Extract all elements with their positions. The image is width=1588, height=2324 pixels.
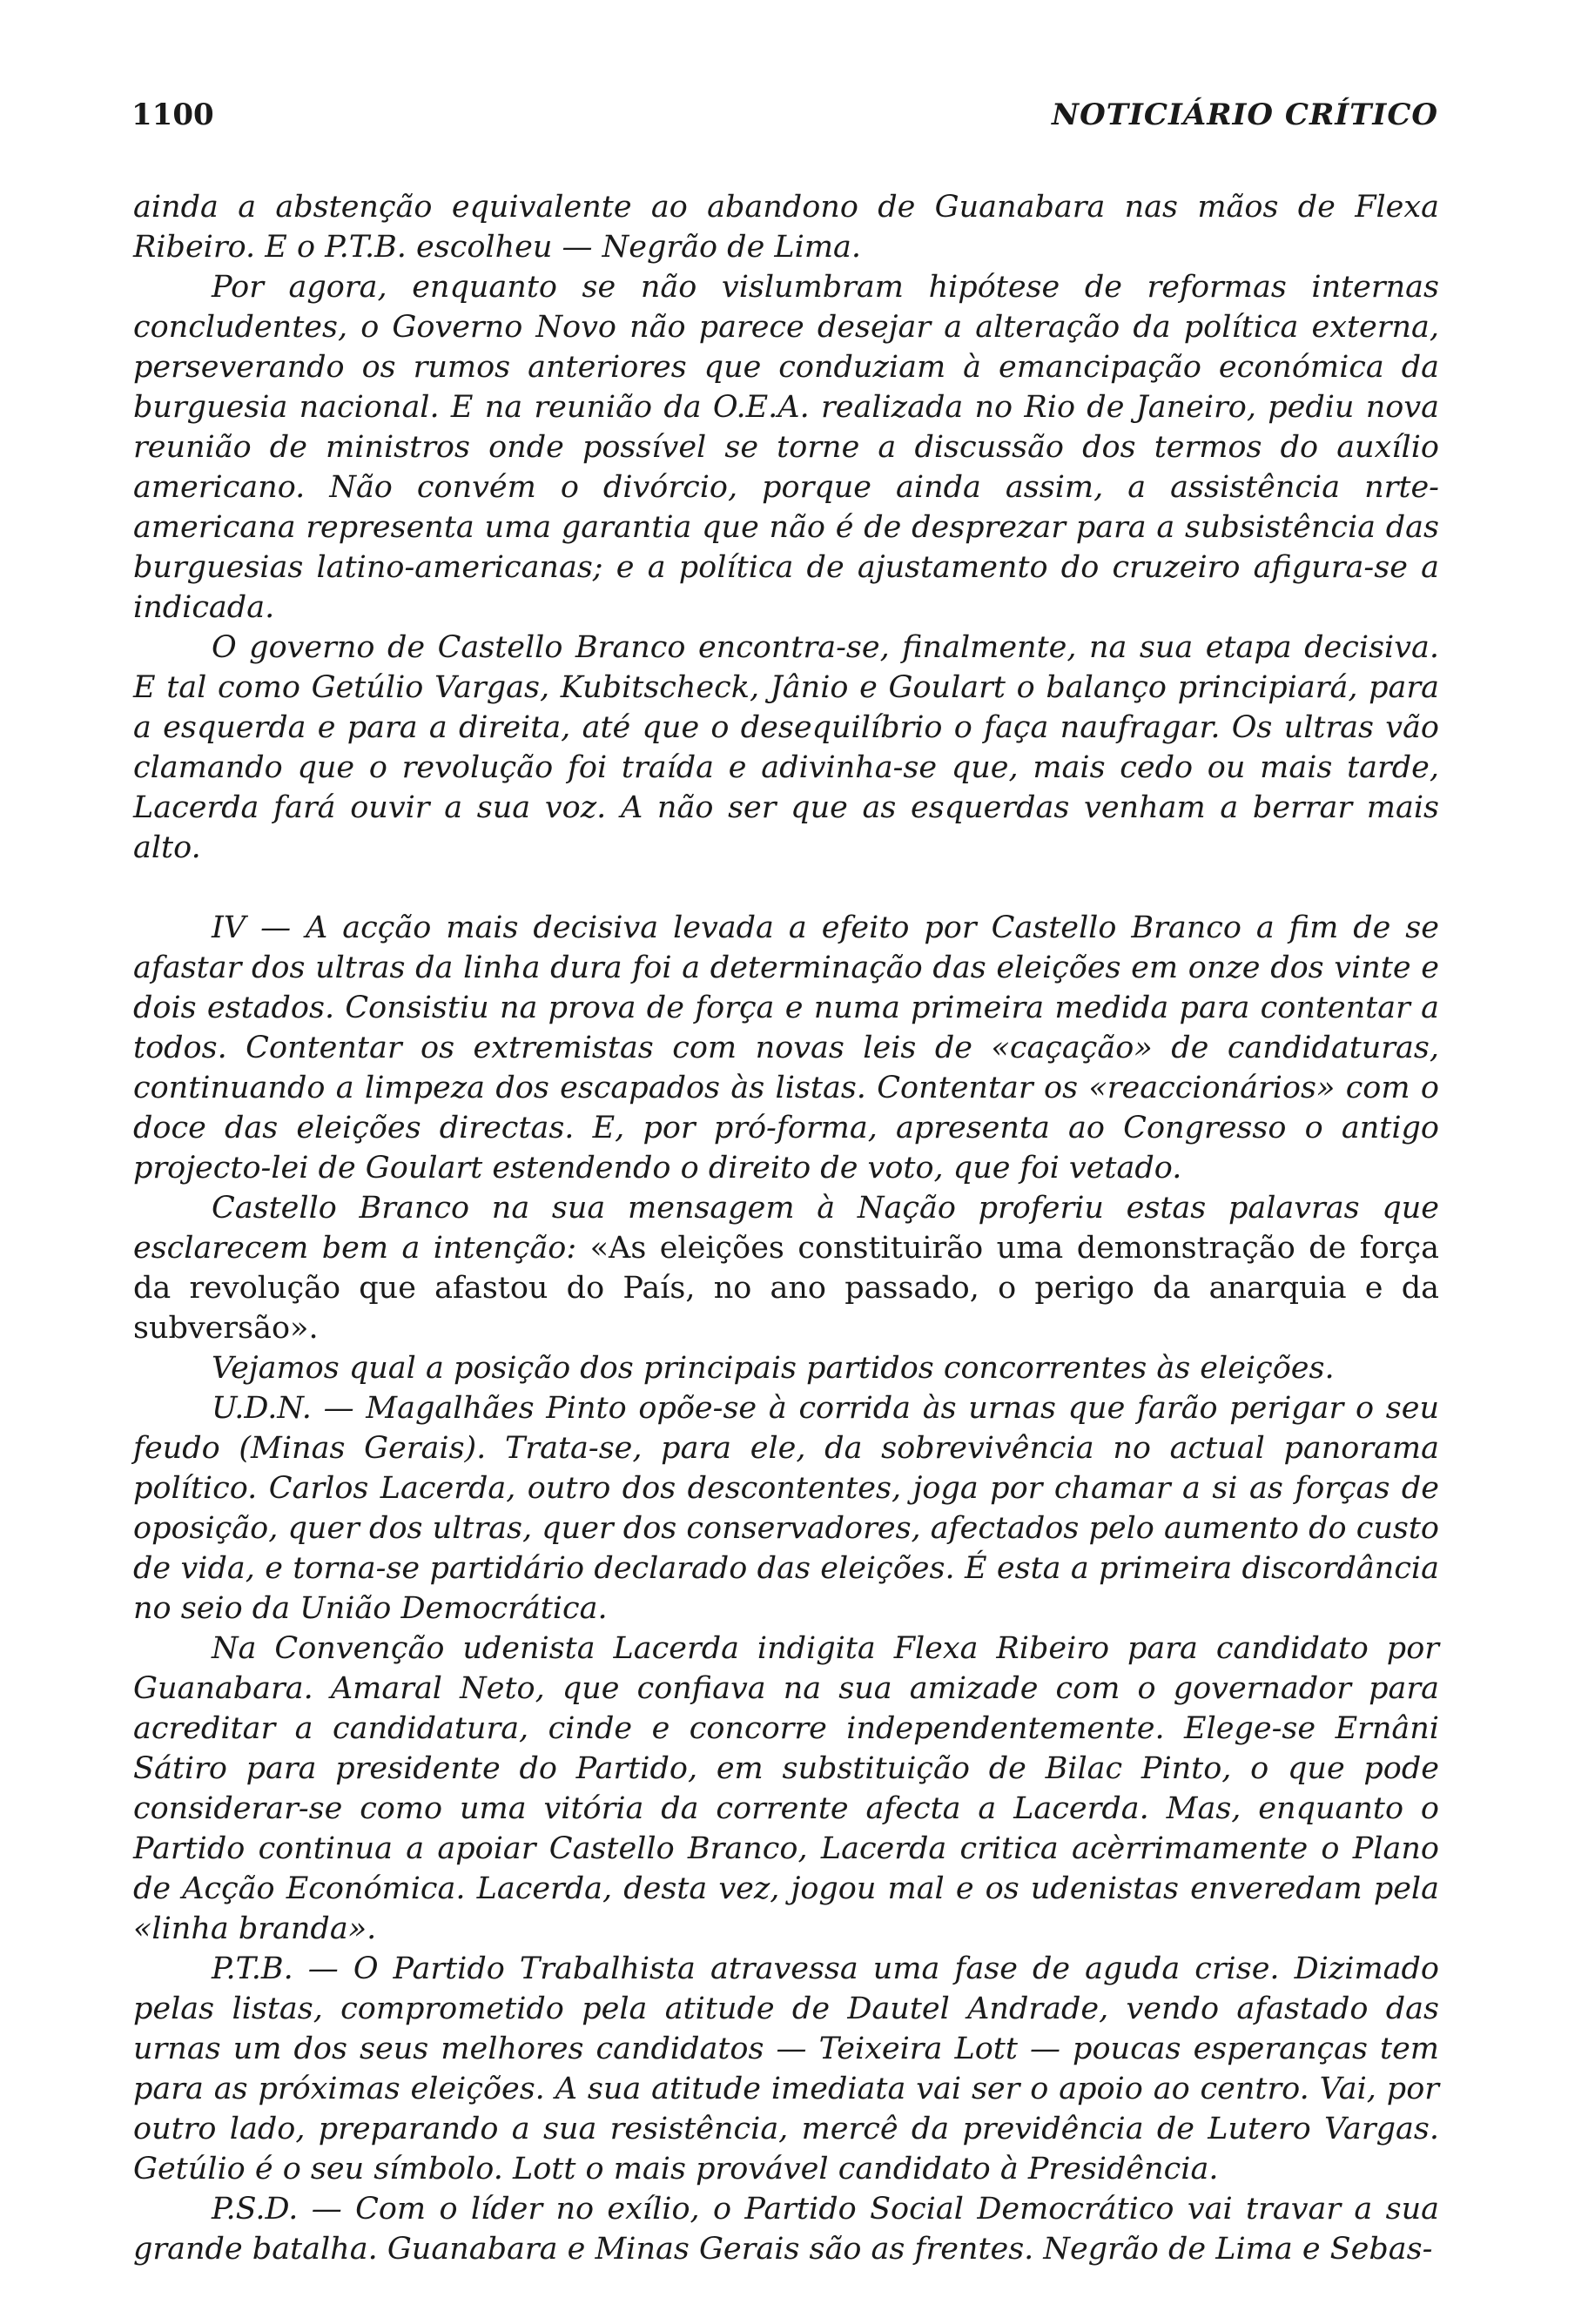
paragraph: ainda a abstenção equivalente ao abandono de Guanabara nas mãos de Flexa Ribeiro. E o P.T.B. escolheu — Negrão de Lima. [133, 190, 1439, 265]
article-body [133, 187, 1439, 2269]
page-number: 1100 [131, 97, 214, 132]
paragraph: Vejamos qual a posição dos principais partidos concorrentes às eleições. [212, 1351, 1335, 1386]
paragraph: O governo de Castello Branco encontra-se, finalmente, na sua etapa decisiva. E tal como Getúlio Vargas, Kubitscheck, Jânio e Goulart o balanço principiará, para a esquerda e para a direita, até que o desequilíbrio o faça naufragar. Os ultras vão clamando que o revolução foi traída e adivinha-se que, mais cedo ou mais tarde, Lacerda fará ouvir a sua voz. A não ser que as esquerdas venham a berrar mais alto. [133, 630, 1439, 865]
section-iv-paragraph: IV — A acção mais decisiva levada a efeito por Castello Branco a fim de se afastar dos ultras da linha dura foi a determinação das eleições em onze dos vinte e dois estados. Consistiu na prova de força e numa primeira medida para contentar a todos. Contentar os extremistas com novas leis de «caçação» de candidaturas, continuando a limpeza dos escapados às listas. Contentar os «reaccionários» com o doce das eleições directas. E, por pró-forma, apresenta ao Congresso o antigo projecto-lei de Goulart estendendo o direito de voto, que foi vetado. [133, 910, 1439, 1186]
paragraph: Na Convenção udenista Lacerda indigita Flexa Ribeiro para candidato por Guanabara. Amaral Neto, que confiava na sua amizade com o governador para acreditar a candidatura, cinde e concorre independentemente. Elege-se Ernâni Sátiro para presidente do Partido, em substituição de Bilac Pinto, o que pode considerar-se como uma vitória da corrente afecta a Lacerda. Mas, enquanto o Partido continua a apoiar Castello Branco, Lacerda critica acèrrimamente o Plano de Acção Económica. Lacerda, desta vez, jogou mal e os udenistas enveredam pela «linha branda». [133, 1631, 1439, 1946]
running-title: NOTICIÁRIO CRÍTICO [1052, 97, 1438, 132]
quotation: «As eleições constituirão uma demonstração de força da revolução que afastou do País, no ano passado, o perigo da anarquia e da subversão». [133, 1231, 1439, 1346]
paragraph-udn: U.D.N. — Magalhães Pinto opõe-se à corrida às urnas que farão perigar o seu feudo (Minas Gerais). Trata-se, para ele, da sobrevivência no actual panorama político. Carlos Lacerda, outro dos descontentes, joga por chamar a si as forças de oposição, quer dos ultras, quer dos conservadores, afectados pelo aumento do custo de vida, e torna-se partidário declarado das eleições. É esta a primeira discordância no seio da União Democrática. [133, 1391, 1439, 1626]
paragraph-psd: P.S.D. — Com o líder no exílio, o Partido Social Democrático vai travar a sua grande batalha. Guanabara e Minas Gerais são as frentes. Negrão de Lima e Sebas- [133, 2192, 1439, 2267]
paragraph-ptb: P.T.B. — O Partido Trabalhista atravessa uma fase de aguda crise. Dizimado pelas listas, comprometido pela atitude de Dautel Andrade, vendo afastado das urnas um dos seus melhores candidatos — Teixeira Lott — poucas esperanças tem para as próximas eleições. A sua atitude imediata vai ser o apoio ao centro. Vai, por outro lado, preparando a sua resistência, mercê da previdência de Lutero Vargas. Getúlio é o seu símbolo. Lott o mais provável candidato à Presidência. [133, 1951, 1439, 2186]
quote-intro: Castello Branco na sua mensagem à Nação proferiu estas palavras que esclarecem bem a intenção: [133, 1191, 1439, 1266]
paragraph: Por agora, enquanto se não vislumbram hipótese de reformas internas concludentes, o Governo Novo não parece desejar a alteração da política externa, perseverando os rumos anteriores que conduziam à emancipação económica da burguesia nacional. E na reunião da O.E.A. realizada no Rio de Janeiro, pediu nova reunião de ministros onde possível se torne a discussão dos termos do auxílio americano. Não convém o divórcio, porque ainda assim, a assistência nrte-americana representa uma garantia que não é de desprezar para a subsistência das burguesias latino-americanas; e a política de ajustamento do cruzeiro afigura-se a indicada. [133, 270, 1439, 625]
paragraph [133, 1188, 1439, 1348]
